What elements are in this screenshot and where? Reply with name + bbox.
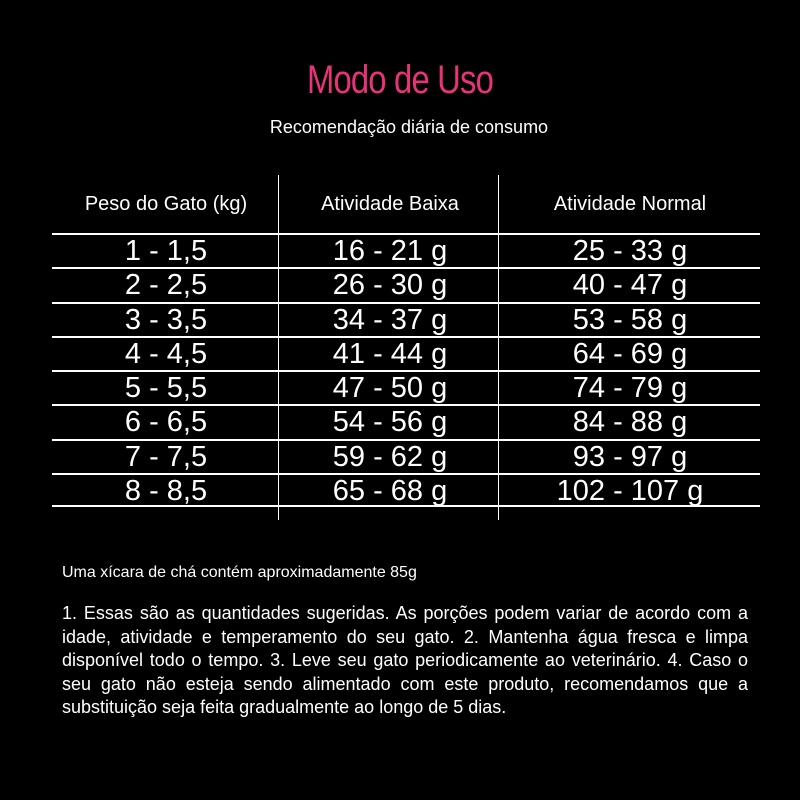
cell-normal-activity: 74 - 79 g [572,372,688,405]
cell-low-activity: 26 - 30 g [332,269,448,302]
cell-normal-activity: 53 - 58 g [572,303,688,336]
cell-weight: 2 - 2,5 [124,269,208,302]
cell-low-activity: 59 - 62 g [332,440,448,473]
table-row [52,370,760,404]
header-weight: Peso do Gato (kg) [84,193,248,215]
cell-normal-activity: 102 - 107 g [556,475,704,508]
cell-weight: 1 - 1,5 [124,235,208,267]
cell-normal-activity: 84 - 88 g [572,406,688,439]
table-row [52,336,760,370]
table-body [52,233,760,507]
cell-weight: 3 - 3,5 [124,303,208,336]
cell-normal-activity: 25 - 33 g [572,235,688,267]
table-row [52,473,760,507]
table-row [52,439,760,473]
cell-weight: 7 - 7,5 [124,440,208,473]
cell-normal-activity: 40 - 47 g [572,269,688,302]
cell-weight: 5 - 5,5 [124,372,208,405]
page-subtitle: Recomendação diária de consumo [269,117,549,137]
cell-weight: 6 - 6,5 [124,406,208,439]
cell-low-activity: 65 - 68 g [332,475,448,508]
table-row [52,267,760,301]
cup-note: Uma xícara de chá contém aproximadamente 85g [62,564,417,581]
cell-low-activity: 54 - 56 g [332,406,448,439]
page-title: Modo de Uso [306,58,494,102]
cell-normal-activity: 93 - 97 g [572,440,688,473]
cell-low-activity: 16 - 21 g [332,235,448,267]
instructions-paragraph: 1. Essas são as quantidades sugeridas. As porções podem variar de acordo com a idade, atividade e temperamento do seu gato. 2. Mantenha água fresca e limpa disponível todo o tempo. 3. Leve seu gato periodicamente ao veterinário. 4. Caso o seu gato não esteja sendo alimentado com este produto, recomendamos que a substituição seja feita gradualmente ao longo de 5 dias. [62,603,748,717]
cell-weight: 4 - 4,5 [124,337,208,370]
cell-low-activity: 47 - 50 g [332,372,448,405]
feeding-table [52,175,760,508]
cell-low-activity: 41 - 44 g [332,337,448,370]
table-row [52,404,760,438]
table-row [52,233,760,267]
cell-low-activity: 34 - 37 g [332,303,448,336]
table-row [52,302,760,336]
cell-weight: 8 - 8,5 [124,475,208,508]
header-normal-activity: Atividade Normal [553,193,707,215]
table-header [52,175,760,233]
header-low-activity: Atividade Baixa [321,193,459,215]
cell-normal-activity: 64 - 69 g [572,337,688,370]
